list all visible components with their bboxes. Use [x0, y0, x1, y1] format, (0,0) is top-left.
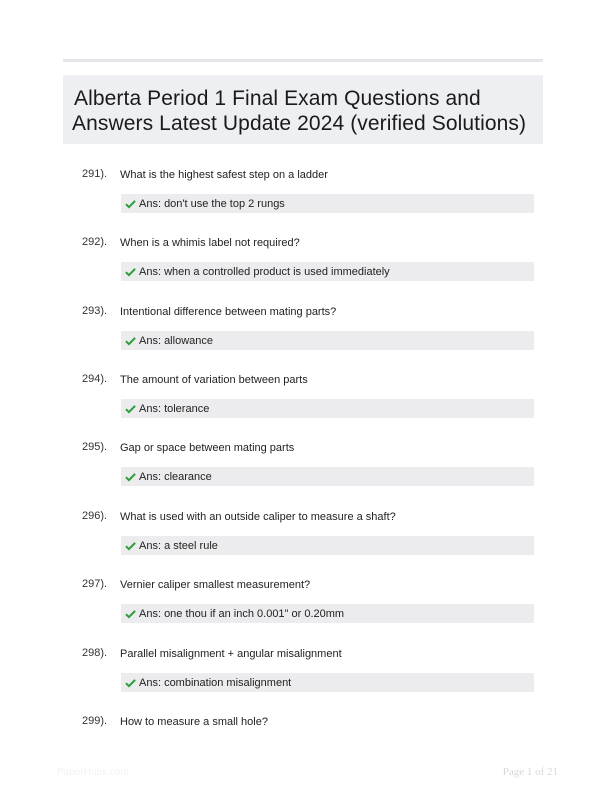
answer-text: Ans: one thou if an inch 0.001" or 0.20mm	[139, 607, 345, 620]
answer-box	[121, 536, 534, 555]
check-icon	[125, 609, 136, 619]
question-number: 298).	[82, 647, 108, 659]
question-text: What is used with an outside caliper to measure a shaft?	[120, 511, 396, 523]
question-item	[0, 578, 606, 638]
question-number: 292).	[82, 236, 108, 248]
question-text: What is the highest safest step on a ladder	[120, 169, 328, 181]
answer-text: Ans: allowance	[139, 334, 213, 347]
question-item	[0, 441, 606, 501]
question-text: How to measure a small hole?	[120, 716, 268, 728]
title-line-1: Alberta Period 1 Final Exam Questions and	[74, 87, 481, 110]
answer-box	[121, 262, 534, 281]
question-text: When is a whimis label not required?	[120, 237, 300, 249]
question-text: Gap or space between mating parts	[120, 442, 295, 454]
answer-text: Ans: tolerance	[139, 402, 210, 415]
answer-box	[121, 467, 534, 486]
check-icon	[125, 678, 136, 688]
answer-text: Ans: a steel rule	[139, 539, 218, 552]
answer-text: Ans: clearance	[139, 470, 212, 483]
question-number: 299).	[82, 715, 108, 727]
question-item	[0, 373, 606, 433]
check-icon	[125, 541, 136, 551]
page-title	[72, 86, 533, 136]
page-indicator: Page 1 of 21	[502, 766, 558, 778]
answer-text: Ans: don't use the top 2 rungs	[139, 197, 285, 210]
question-item	[0, 236, 606, 296]
answer-box	[121, 399, 534, 418]
top-divider	[63, 59, 543, 62]
question-number: 296).	[82, 510, 108, 522]
question-item	[0, 510, 606, 570]
question-number: 291).	[82, 168, 108, 180]
question-number: 295).	[82, 441, 108, 453]
answer-text: Ans: combination misalignment	[139, 676, 292, 689]
question-text: Intentional difference between mating parts?	[120, 306, 337, 318]
answer-text: Ans: when a controlled product is used immediately	[139, 265, 390, 278]
check-icon	[125, 404, 136, 414]
question-number: 297).	[82, 578, 108, 590]
answer-box	[121, 194, 534, 213]
question-item	[0, 647, 606, 707]
answer-box	[121, 673, 534, 692]
question-number: 293).	[82, 305, 108, 317]
check-icon	[125, 267, 136, 277]
question-text: Vernier caliper smallest measurement?	[120, 579, 311, 591]
question-text: Parallel misalignment + angular misalignment	[120, 648, 342, 660]
title-banner	[63, 75, 543, 144]
question-number: 294).	[82, 373, 108, 385]
footer-watermark: PaperHubs.com	[57, 767, 129, 778]
title-line-2: Answers Latest Update 2024 (verified Solutions)	[72, 112, 527, 135]
check-icon	[125, 199, 136, 209]
question-item	[0, 305, 606, 365]
answer-box	[121, 604, 534, 623]
question-text: The amount of variation between parts	[120, 374, 308, 386]
check-icon	[125, 472, 136, 482]
check-icon	[125, 336, 136, 346]
answer-box	[121, 331, 534, 350]
question-item	[0, 168, 606, 228]
